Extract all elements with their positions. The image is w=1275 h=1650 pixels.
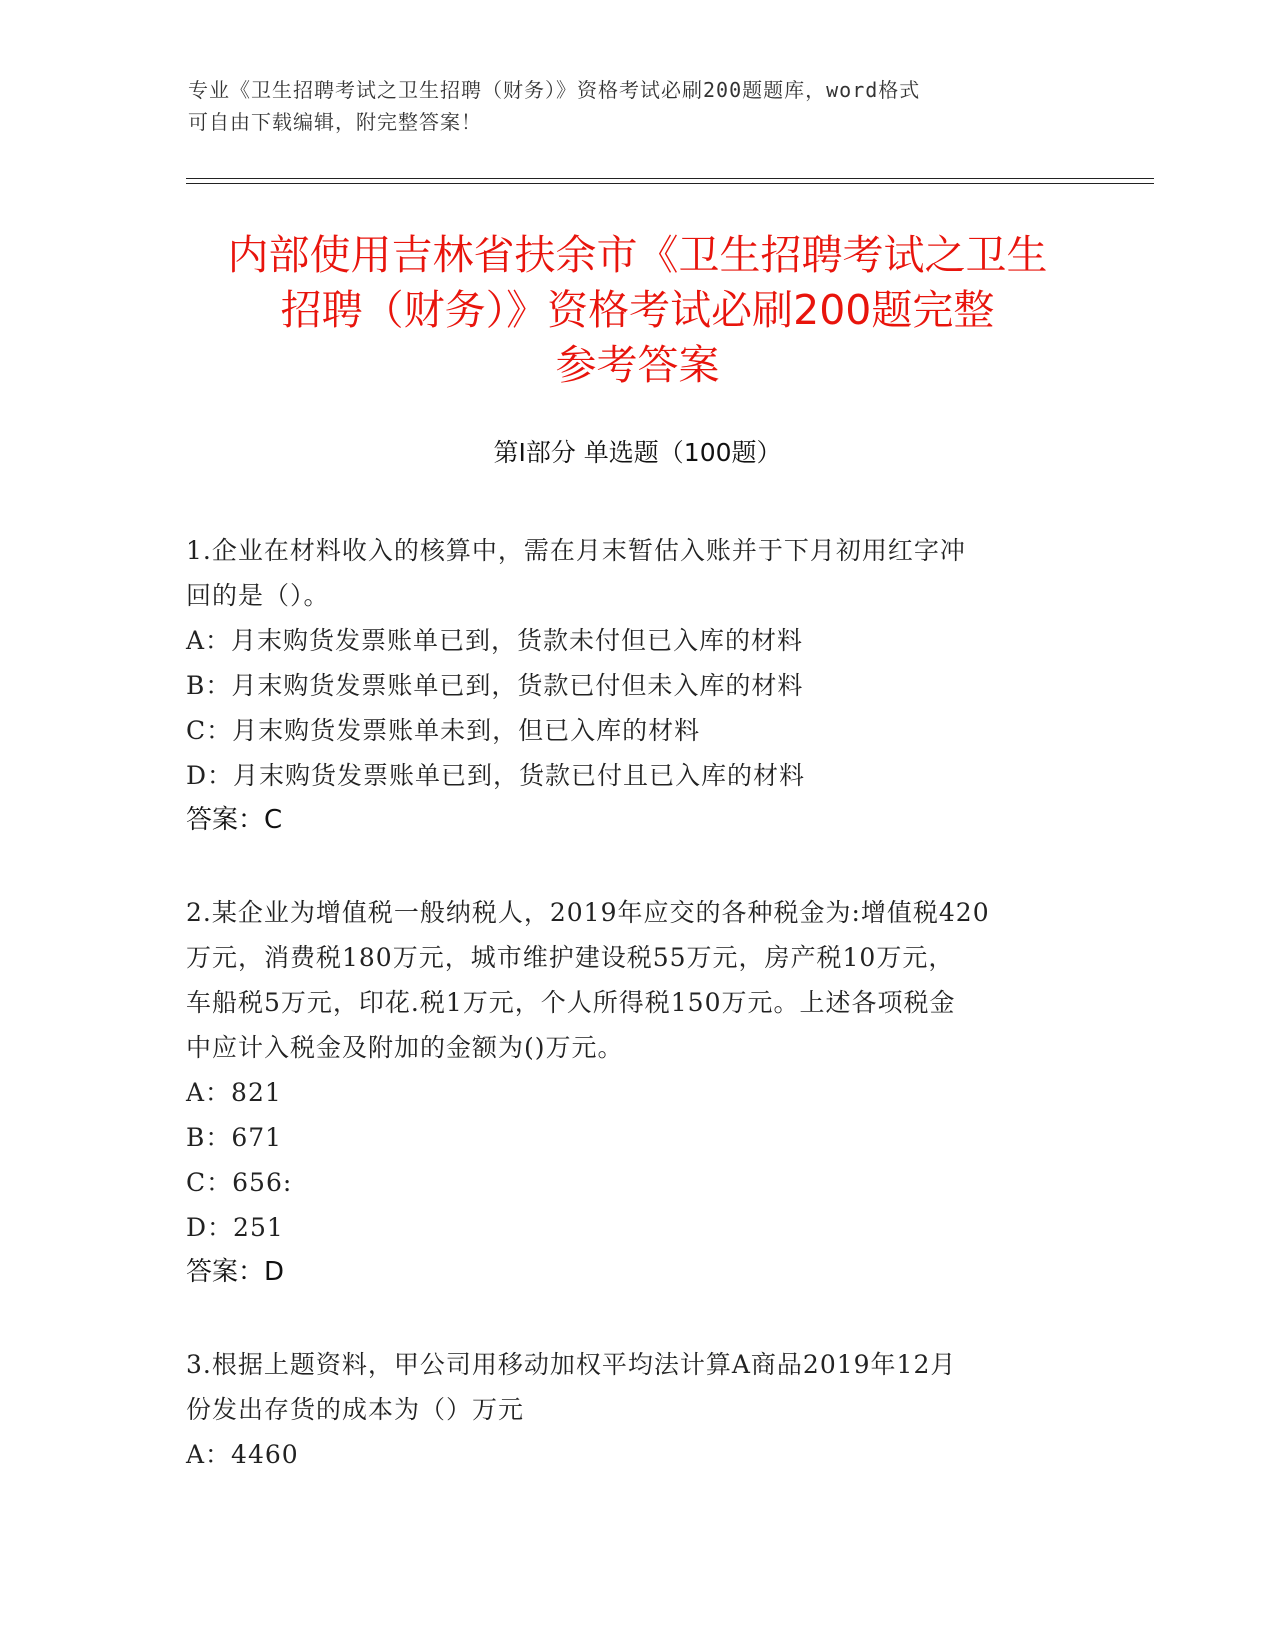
question-stem: 1.企业在材料收入的核算中，需在月末暂估入账并于下月初用红字冲 [186,536,966,565]
section-heading: 第I部分 单选题（100题） [493,438,782,467]
answer: 答案：D [186,1257,285,1287]
question-stem: 份发出存货的成本为（）万元 [186,1395,525,1424]
question-stem: 3.根据上题资料，甲公司用移动加权平均法计算A商品2019年12月 [186,1350,957,1379]
option-d: D：251 [186,1213,284,1242]
question-3 [186,1342,1086,1477]
header-divider [186,183,1154,184]
header-note [188,74,1068,138]
option-d: D：月末购货发票账单已到，货款已付且已入库的材料 [186,761,806,790]
question-stem: 万元，消费税180万元，城市维护建设税55万元，房产税10万元， [186,943,955,972]
question-stem: 车船税5万元，印花.税1万元，个人所得税150万元。上述各项税金 [186,988,956,1017]
document-title [150,228,1125,393]
option-c: C：656: [186,1168,293,1197]
header-note-line: 专业《卫生招聘考试之卫生招聘（财务）》资格考试必刷200题题库，word格式 [188,78,921,102]
header-note-line: 可自由下载编辑，附完整答案！ [188,110,482,134]
document-title-line: 参考答案 [555,341,720,389]
question-stem: 中应计入税金及附加的金额为()万元。 [186,1033,624,1062]
question-stem: 回的是（）。 [186,581,330,610]
option-a: A：821 [186,1078,282,1107]
header-divider [186,178,1154,179]
question-1 [186,528,1086,843]
question-2 [186,890,1086,1295]
option-c: C：月末购货发票账单未到，但已入库的材料 [186,716,701,745]
question-stem: 2.某企业为增值税一般纳税人，2019年应交的各种税金为:增值税420 [186,898,990,927]
option-a: A：4460 [186,1440,299,1469]
document-title-line: 内部使用吉林省扶余市《卫生招聘考试之卫生 [227,231,1048,279]
document-title-line: 招聘（财务）》资格考试必刷200题完整 [280,286,995,334]
option-b: B：671 [186,1123,283,1152]
option-a: A：月末购货发票账单已到，货款未付但已入库的材料 [186,626,804,655]
answer: 答案：C [186,805,283,835]
option-b: B：月末购货发票账单已到，货款已付但未入库的材料 [186,671,804,700]
